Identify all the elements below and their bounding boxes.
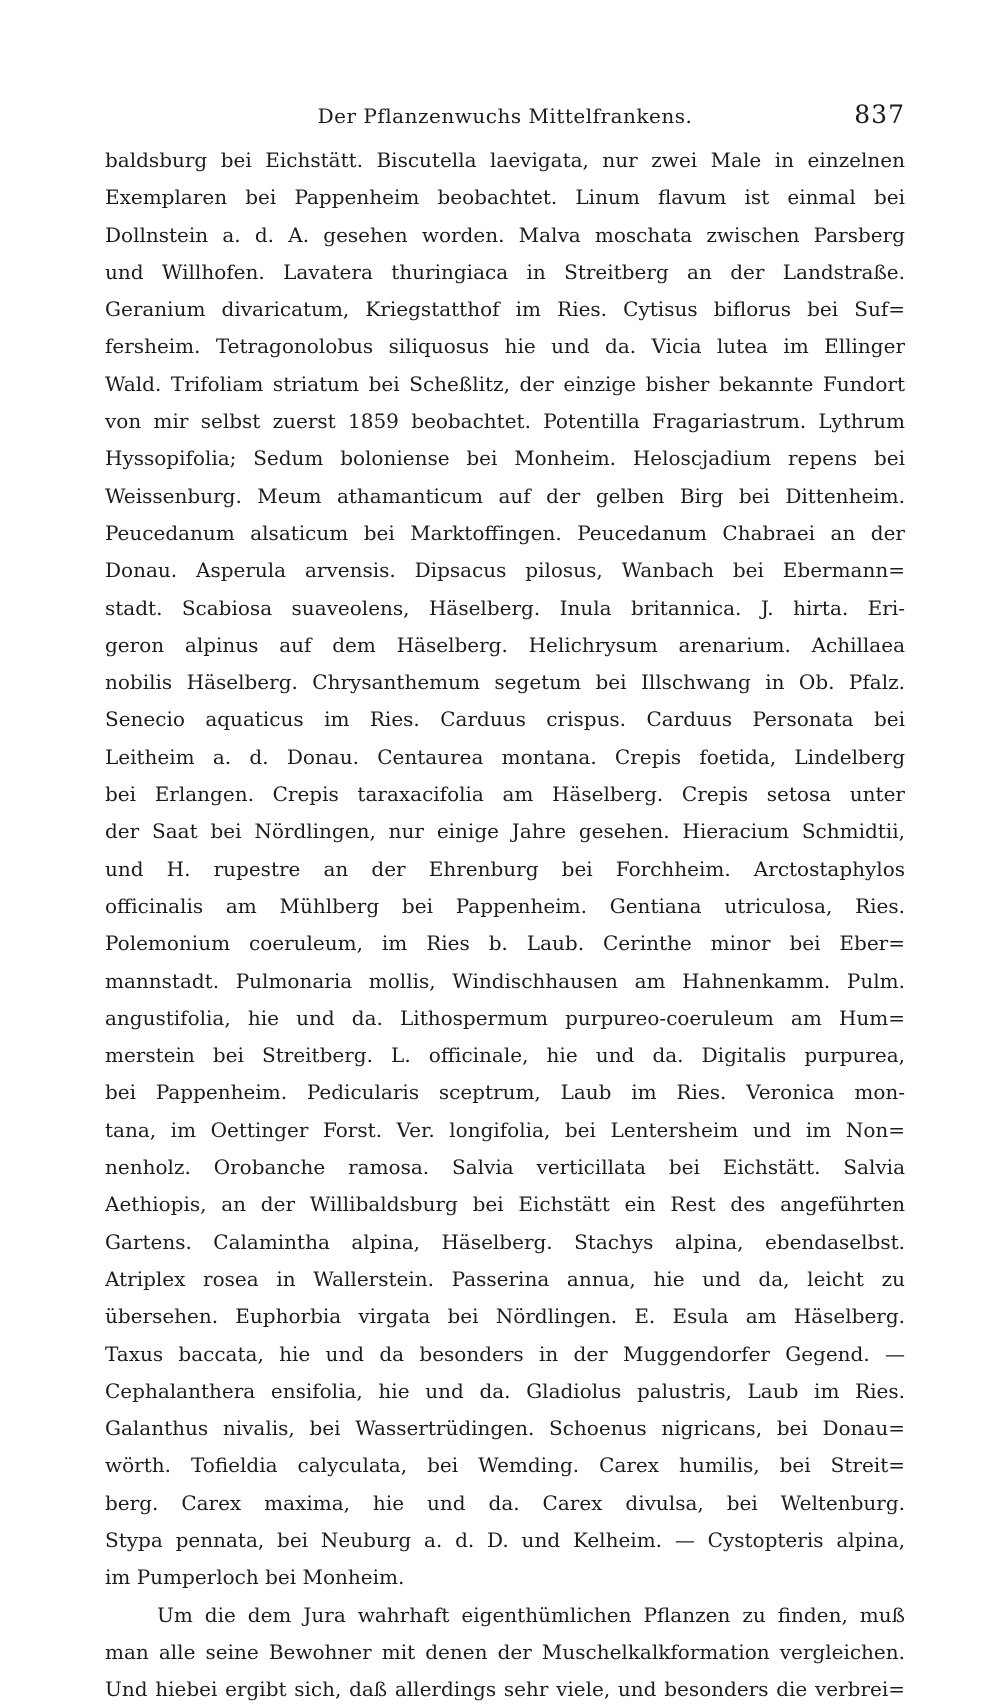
text-line: Atriplex rosea in Wallerstein. Passerina annua, hie und da, leicht zu <box>105 1266 905 1291</box>
text-line: Donau. Asperula arvensis. Dipsacus pilosus, Wanbach bei Ebermann= <box>105 558 905 583</box>
text-line: Leitheim a. d. Donau. Centaurea montana. Crepis foetida, Lindelberg <box>105 744 905 769</box>
text-line: mannstadt. Pulmonaria mollis, Windischhausen am Hahnenkamm. Pulm. <box>105 968 905 993</box>
text-line: und Willhofen. Lavatera thuringiaca in Streitberg an der Landstraße. <box>105 259 905 284</box>
text-line: Wald. Trifoliam striatum bei Scheßlitz, der einzige bisher bekannte Fundort <box>105 371 905 396</box>
text-line: Dollnstein a. d. A. gesehen worden. Malva moschata zwischen Parsberg <box>105 222 905 247</box>
text-line: tana, im Oettinger Forst. Ver. longifolia, bei Lentersheim und im Non= <box>105 1117 905 1142</box>
text-line: officinalis am Mühlberg bei Pappenheim. Gentiana utriculosa, Ries. <box>105 893 905 918</box>
text-line: baldsburg bei Eichstätt. Biscutella laevigata, nur zwei Male in einzelnen <box>105 148 905 172</box>
paragraph-first-line: Um die dem Jura wahrhaft eigenthümlichen Pflanzen zu finden, muß <box>157 1602 905 1627</box>
running-head <box>105 100 905 136</box>
text-line: wörth. Tofieldia calyculata, bei Wemding. Carex humilis, bei Streit= <box>105 1453 905 1478</box>
text-line: und H. rupestre an der Ehrenburg bei Forchheim. Arctostaphylos <box>105 856 905 881</box>
text-line: angustifolia, hie und da. Lithospermum purpureo-coeruleum am Hum= <box>105 1005 905 1030</box>
text-line: Senecio aquaticus im Ries. Carduus crispus. Carduus Personata bei <box>105 707 905 732</box>
text-line: Weissenburg. Meum athamanticum auf der gelben Birg bei Dittenheim. <box>105 483 905 508</box>
text-line: der Saat bei Nördlingen, nur einige Jahre gesehen. Hieracium Schmidtii, <box>105 819 905 844</box>
text-line: bei Erlangen. Crepis taraxacifolia am Häselberg. Crepis setosa unter <box>105 782 905 807</box>
text-line: stadt. Scabiosa suaveolens, Häselberg. Inula britannica. J. hirta. Eri- <box>105 595 905 620</box>
text-line: berg. Carex maxima, hie und da. Carex divulsa, bei Weltenburg. <box>105 1490 905 1515</box>
text-line: Hyssopifolia; Sedum boloniense bei Monheim. Heloscjadium repens bei <box>105 446 905 471</box>
text-line: übersehen. Euphorbia virgata bei Nördlingen. E. Esula am Häselberg. <box>105 1304 905 1329</box>
text-line: Peucedanum alsaticum bei Marktoffingen. Peucedanum Chabraei an der <box>105 520 905 545</box>
text-line: geron alpinus auf dem Häselberg. Helichrysum arenarium. Achillaea <box>105 632 905 657</box>
text-line: Und hiebei ergibt sich, daß allerdings sehr viele, und besonders die verbrei= <box>105 1677 905 1702</box>
text-line: Exemplaren bei Pappenheim beobachtet. Linum flavum ist einmal bei <box>105 185 905 210</box>
body-text <box>105 142 905 1708</box>
page-number: 837 <box>854 100 905 129</box>
text-line: man alle seine Bewohner mit denen der Muschelkalkformation vergleichen. <box>105 1639 905 1664</box>
text-line: von mir selbst zuerst 1859 beobachtet. Potentilla Fragariastrum. Lythrum <box>105 409 905 434</box>
text-line: fersheim. Tetragonolobus siliquosus hie und da. Vicia lutea im Ellinger <box>105 334 905 359</box>
text-line: Taxus baccata, hie und da besonders in der Muggendorfer Gegend. — <box>105 1341 905 1366</box>
text-line: Aethiopis, an der Willibaldsburg bei Eichstätt ein Rest des angeführten <box>105 1192 905 1217</box>
text-line: Polemonium coeruleum, im Ries b. Laub. Cerinthe minor bei Eber= <box>105 931 905 956</box>
text-line: nobilis Häselberg. Chrysanthemum segetum bei Illschwang in Ob. Pfalz. <box>105 670 905 695</box>
text-line: Cephalanthera ensifolia, hie und da. Gladiolus palustris, Laub im Ries. <box>105 1378 905 1403</box>
text-line: nenholz. Orobanche ramosa. Salvia verticillata bei Eichstätt. Salvia <box>105 1155 905 1180</box>
text-line: merstein bei Streitberg. L. officinale, hie und da. Digitalis purpurea, <box>105 1043 905 1068</box>
text-line: Stypa pennata, bei Neuburg a. d. D. und Kelheim. — Cystopteris alpina, <box>105 1527 905 1552</box>
text-line: Geranium divaricatum, Kriegstatthof im Ries. Cytisus biflorus bei Suf= <box>105 297 905 322</box>
text-line: bei Pappenheim. Pedicularis sceptrum, Laub im Ries. Veronica mon- <box>105 1080 905 1105</box>
paragraph-last-line: im Pumperloch bei Monheim. <box>105 1565 405 1590</box>
running-title: Der Pflanzenwuchs Mittelfrankens. <box>317 104 693 128</box>
text-line: Galanthus nivalis, bei Wassertrüdingen. Schoenus nigricans, bei Donau= <box>105 1416 905 1441</box>
text-line: Gartens. Calamintha alpina, Häselberg. Stachys alpina, ebendaselbst. <box>105 1229 905 1254</box>
